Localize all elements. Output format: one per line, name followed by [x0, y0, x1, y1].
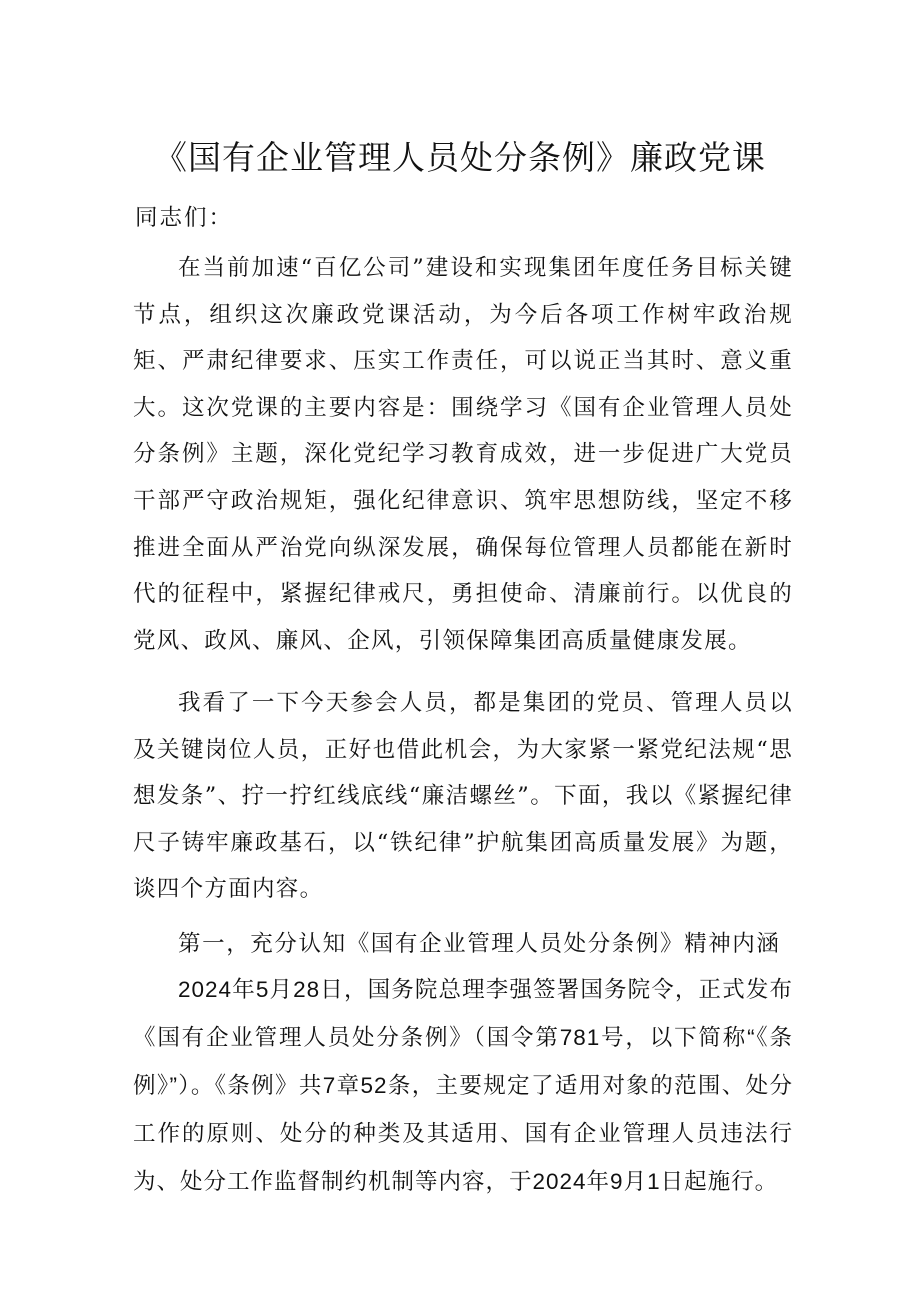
document-title: 《国有企业管理人员处分条例》廉政党课 [154, 138, 766, 177]
body-paragraph-2: 我看了一下今天参会人员，都是集团的党员、管理人员以及关键岗位人员，正好也借此机会，为大家紧一紧党纪法规“思想发条”、拧一拧红线底线“廉洁螺丝”。下面，我以《紧握纪律尺子铸牢廉政基石，以“铁纪律”护航集团高质量发展》为题，谈四个方面内容。 [133, 690, 793, 903]
section-heading-1: 第一，充分认知《国有企业管理人员处分条例》精神内涵 [178, 931, 781, 957]
salutation: 同志们： [135, 205, 234, 231]
body-paragraph-1: 在当前加速“百亿公司”建设和实现集团年度任务目标关键节点，组织这次廉政党课活动，为今后各项工作树牢政治规矩、严肃纪律要求、压实工作责任，可以说正当其时、意义重大。这次党课的主要内容是：围绕学习《国有企业管理人员处分条例》主题，深化党纪学习教育成效，进一步促进广大党员干部严守政治规矩，强化纪律意识、筑牢思想防线，坚定不移推进全面从严治党向纵深发展，确保每位管理人员都能在新时代的征程中，紧握纪律戒尺，勇担使命、清廉前行。以优良的党风、政风、廉风、企风，引领保障集团高质量健康发展。 [133, 255, 793, 654]
section-paragraph-1: 2024年5月28日，国务院总理李强签署国务院令，正式发布《国有企业管理人员处分条例》（国令第781号，以下简称“《条例》”）。《条例》共7章52条，主要规定了适用对象的范围、处分工作的原则、处分的种类及其适用、国有企业管理人员违法行为、处分工作监督制约机制等内容，于2024年9月1日起施行。 [133, 977, 793, 1194]
